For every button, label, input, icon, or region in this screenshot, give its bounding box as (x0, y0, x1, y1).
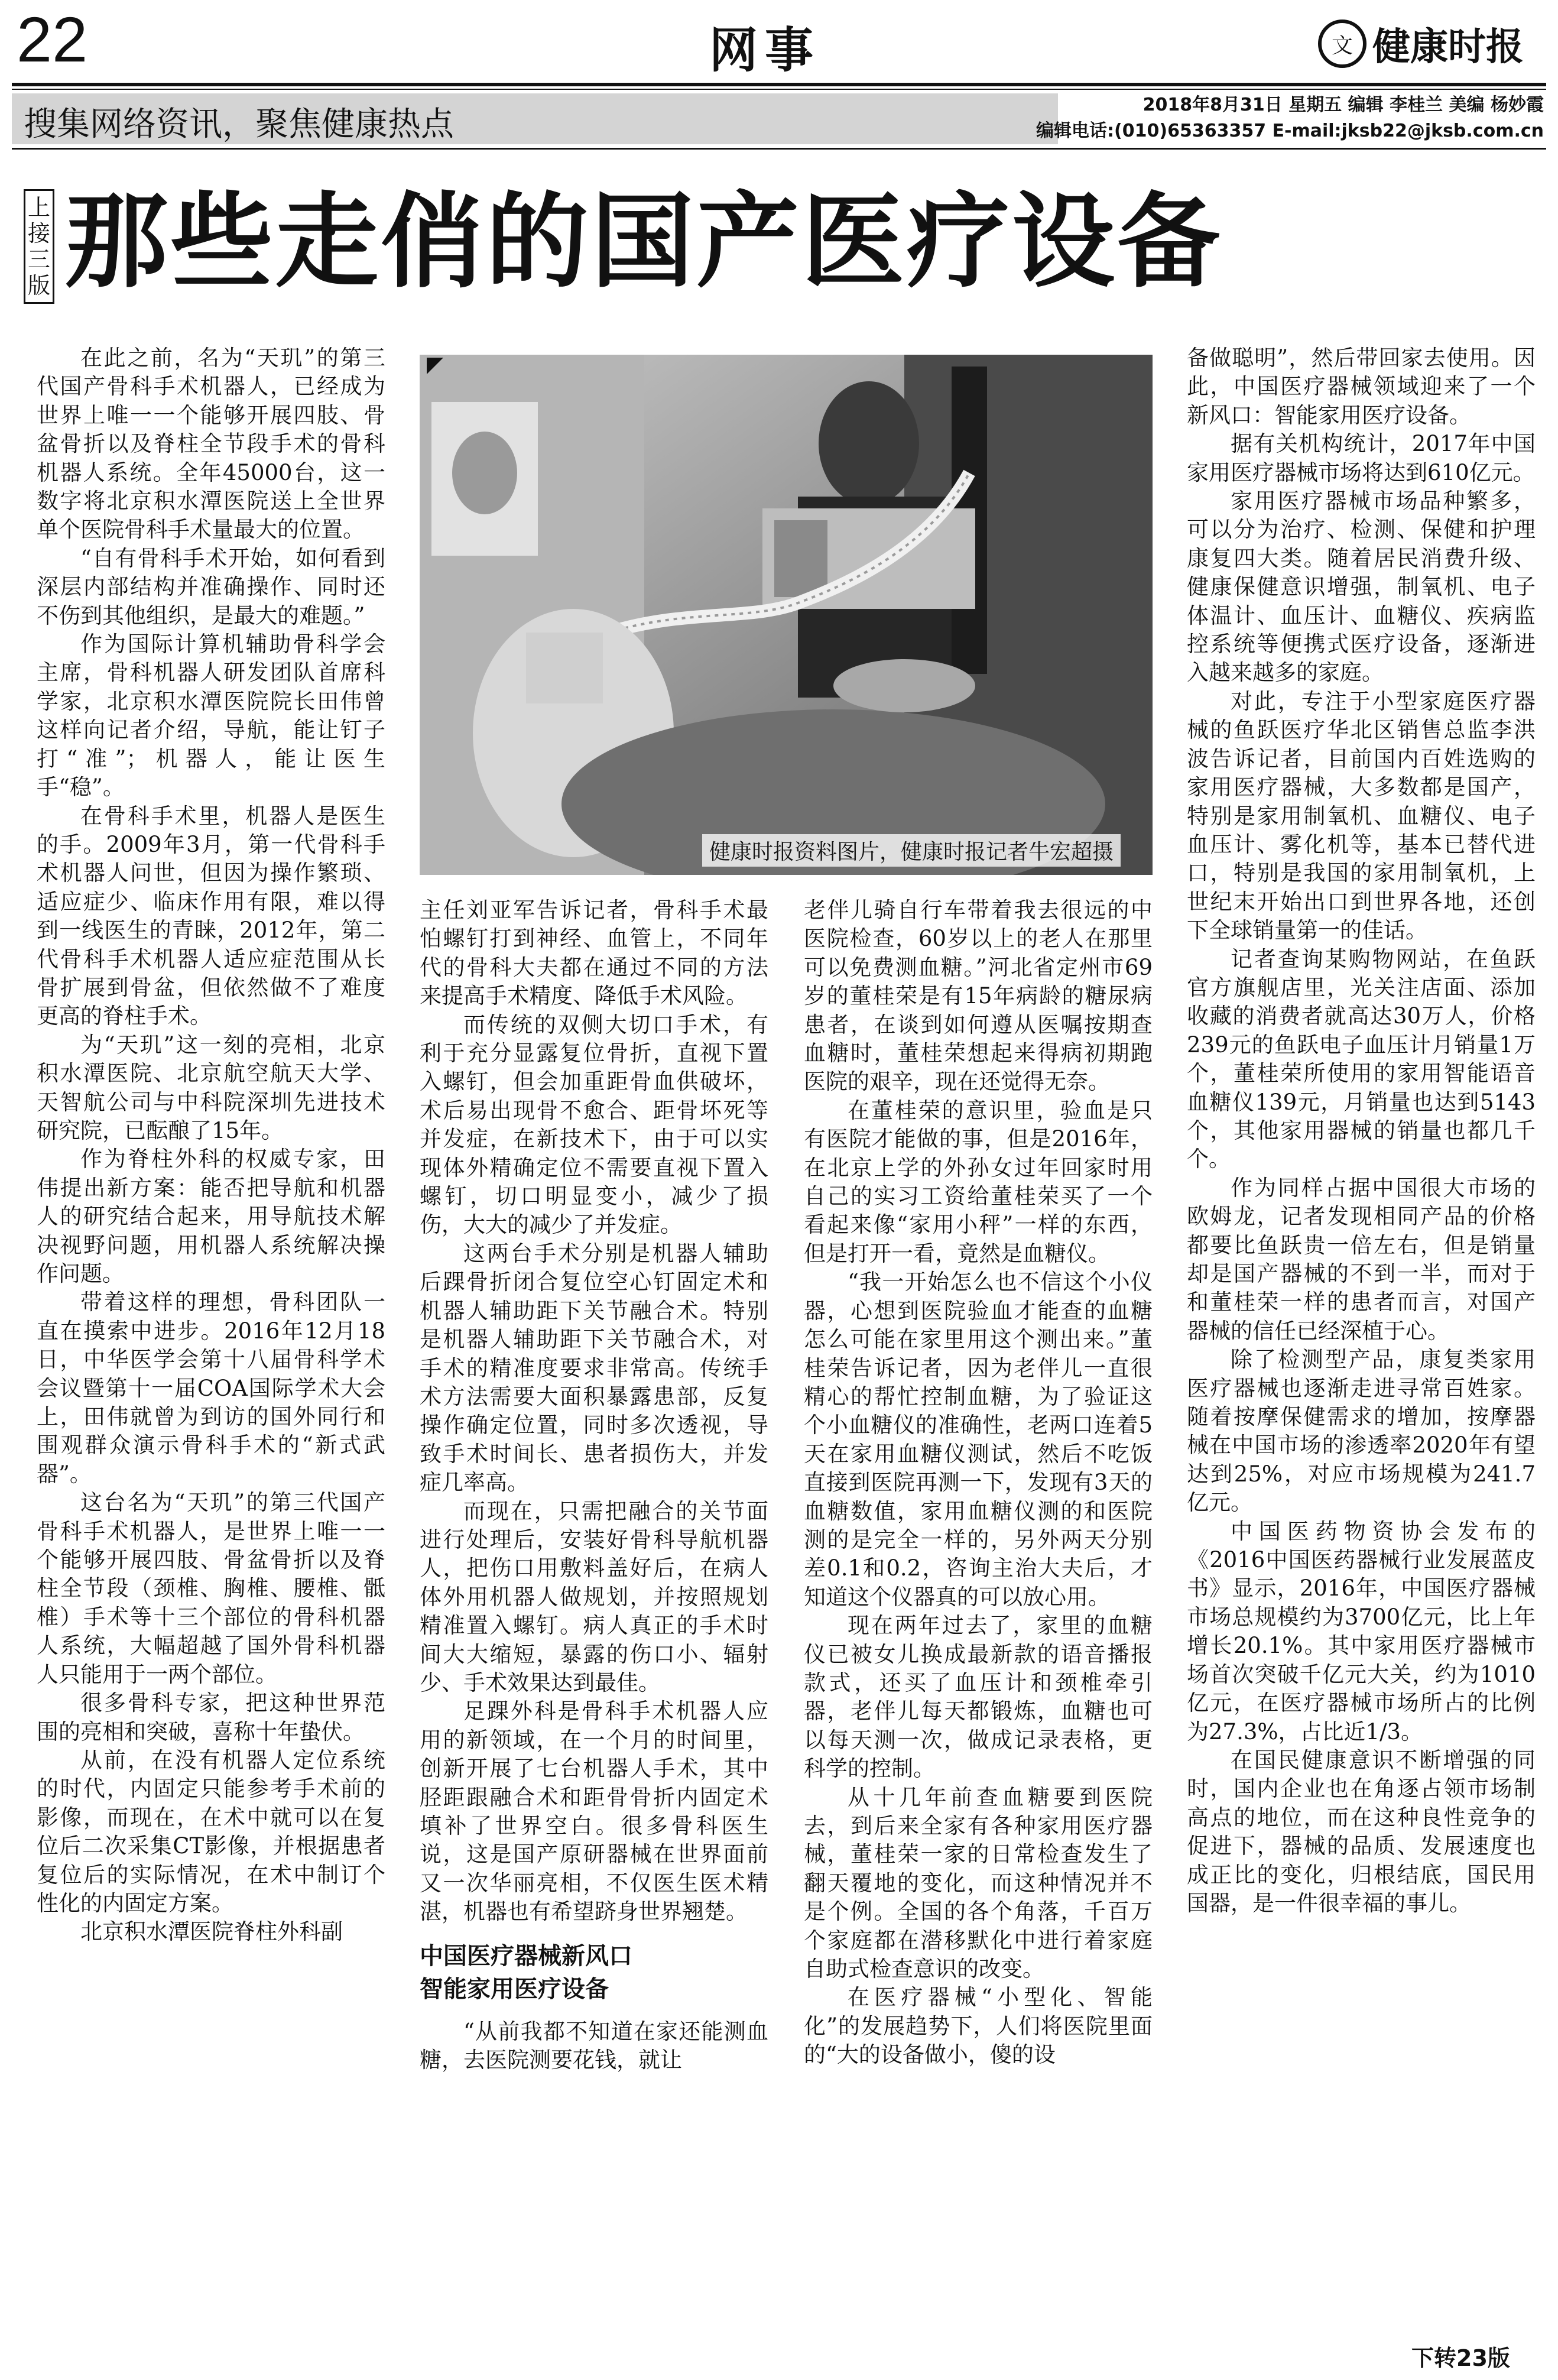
contact-line: 编辑电话:(010)65363357 E-mail:jksb22@jksb.com.cn (1036, 121, 1544, 141)
paragraph: 中国医药物资协会发布的《2016中国医药器械行业发展蓝皮书》显示，2016年，中国医疗器械市场总规模约为3700亿元，比上年增长20.1%。其中家用医疗器械市场首次突破千亿元大关，约为1010亿元，在医疗器械市场所占的比例为27.3%，占比近1/3。 (1187, 1518, 1536, 1745)
article-column-3 (804, 896, 1153, 2070)
article-photo (420, 355, 1153, 875)
jump-from-label: 上接三版 (24, 189, 54, 304)
paragraph: 在董桂荣的意识里，验血是只有医院才能做的事，但是2016年，在北京上学的外孙女过年回家时用自己的实习工资给董桂荣买了一个看起来像“家用小秤”一样的东西，但是打开一看，竟然是血糖仪。 (804, 1097, 1153, 1266)
page-number: 22 (17, 4, 88, 75)
paragraph: 北京积水潭医院脊柱外科副 (80, 1919, 343, 1945)
article-column-1 (37, 344, 385, 1947)
masthead-logo (1318, 17, 1524, 71)
paragraph: 而现在，只需把融合的关节面进行处理后，安装好骨科导航机器人，把伤口用敷料盖好后，在病人体外用机器人做规划，并按照规划精准置入螺钉。病人真正的手术时间大大缩短，暴露的伤口小、辐射少、手术效果达到最佳。 (420, 1498, 768, 1695)
paragraph: 带着这样的理想，骨科团队一直在摸索中进步。2016年12月18日，中华医学会第十八届骨科学术会议暨第十一届COA国际学术大会上，田伟就曾为到访的国外同行和围观群众演示骨科手术的“新式武器”。 (37, 1289, 385, 1487)
paragraph: 主任刘亚军告诉记者，骨科手术最怕螺钉打到神经、血管上，不同年代的骨科大夫都在通过不同的方法来提高手术精度、降低手术风险。 (420, 897, 768, 1009)
paragraph: 这两台手术分别是机器人辅助后踝骨折闭合复位空心钉固定术和机器人辅助距下关节融合术。特别是机器人辅助距下关节融合术，对手术的精准度要求非常高。传统手术方法需要大面积暴露患部，反复操作确定位置，同时多次透视，导致手术时间长、患者损伤大，并发症几率高。 (420, 1240, 768, 1496)
paragraph: “自有骨科手术开始，如何看到深层内部结构并准确操作、同时还不伤到其他组织，是最大的难题。” (37, 545, 385, 628)
paragraph: 据有关机构统计，2017年中国家用医疗器械市场将达到610亿元。 (1187, 431, 1536, 485)
paragraph: “从前我都不知道在家还能测血糖，去医院测要花钱，就让 (420, 2018, 768, 2073)
paragraph: 备做聪明”，然后带回家去使用。因此，中国医疗器械领域迎来了一个新风口：智能家用医疗设备。 (1187, 345, 1536, 428)
subheading (420, 1940, 768, 2006)
paragraph: 而传统的双侧大切口手术，有利于充分显露复位骨折，直视下置入螺钉，但会加重距骨血供破坏，术后易出现骨不愈合、距骨坏死等并发症，在新技术下，由于可以实现体外精确定位不需要直视下置入螺钉，切口明显变小，减少了损伤，大大的减少了并发症。 (420, 1011, 768, 1238)
paragraph: 在此之前，名为“天玑”的第三代国产骨科手术机器人，已经成为世界上唯一一个能够开展四肢、骨盆骨折以及脊柱全节段手术的骨科机器人系统。全年45000台，这一数字将北京积水潭医院送上全世界单个医院骨科手术量最大的位置。 (37, 345, 385, 543)
paragraph: 作为国际计算机辅助骨科学会主席，骨科机器人研发团队首席科学家，北京积水潭医院院长田伟曾这样向记者介绍，导航，能让钉子打“准”；机器人，能让医生手“稳”。 (37, 631, 385, 800)
tagline: 搜集网络资讯，聚焦健康热点 (24, 105, 454, 144)
photo-corner-mark (427, 358, 443, 374)
paragraph: 除了检测型产品，康复类家用医疗器械也逐渐走进寻常百姓家。随着按摩保健需求的增加，按摩器械在中国市场的渗透率2020年有望达到25%，对应市场规模为241.7亿元。 (1187, 1347, 1536, 1516)
subheading-line-1: 中国医疗器械新风口 (420, 1942, 632, 1970)
paragraph: 对此，专注于小型家庭医疗器械的鱼跃医疗华北区销售总监李洪波告诉记者，目前国内百姓选购的家用医疗器械，大多数都是国产，特别是家用制氧机、血糖仪、电子血压计、雾化机等，基本已替代进口，特别是我国的家用制氧机，上世纪末开始出口到世界各地，还创下全球销量第一的佳话。 (1187, 688, 1536, 943)
paragraph: 足踝外科是骨科手术机器人应用的新领域，在一个月的时间里，创新开展了七台机器人手术，其中胫距跟融合术和距骨骨折内固定术填补了世界空白。很多骨科医生说，这是国产原研器械在世界面前又一次华丽亮相，不仅医生医术精湛，机器也有希望跻身世界翘楚。 (420, 1698, 768, 1925)
paragraph: 记者查询某购物网站，在鱼跃官方旗舰店里，光关注店面、添加收藏的消费者就高达30万人，价格239元的鱼跃电子血压计月销量1万个，董桂荣所使用的家用智能语音血糖仪139元，月销量也达到5143个，其他家用器械的销量也都几千个。 (1187, 946, 1536, 1172)
logo-text: 健康时报 (1372, 25, 1524, 69)
paragraph: “我一开始怎么也不信这个小仪器，心想到医院验血才能查的血糖怎么可能在家里用这个测出来。”董桂荣告诉记者，因为老伴儿一直很精心的帮忙控制血糖，为了验证这个小血糖仪的准确性，老两口连着5天在家用血糖仪测试，然后不吃饭直接到医院再测一下，发现有3天的血糖数值，家用血糖仪测的和医院测的是完全一样的，另外两天分别差0.1和0.2，咨询主治大夫后，才知道这个仪器真的可以放心用。 (804, 1269, 1153, 1610)
paragraph: 老伴儿骑自行车带着我去很远的中医院检查，60岁以上的老人在那里可以免费测血糖。”河北省定州市69岁的董桂荣是有15年病龄的糖尿病患者，在谈到如何遵从医嘱按期查血糖时，董桂荣想起来得病初期跑医院的艰辛，现在还觉得无奈。 (804, 897, 1153, 1095)
paragraph: 从前，在没有机器人定位系统的时代，内固定只能参考手术前的影像，而现在，在术中就可以在复位后二次采集CT影像，并根据患者复位后的实际情况，在术中制订个性化的内固定方案。 (37, 1747, 385, 1916)
subheading-line-2: 智能家用医疗设备 (420, 1975, 609, 2003)
paragraph: 家用医疗器械市场品种繁多，可以分为治疗、检测、保健和护理康复四大类。随着居民消费升级、健康保健意识增强，制氧机、电子体温计、血压计、血糖仪、疾病监控系统等便携式医疗设备，逐渐进入越来越多的家庭。 (1187, 488, 1536, 686)
paragraph: 在国民健康意识不断增强的同时，国内企业也在角逐占领市场制高点的地位，而在这种良性竞争的促进下，器械的品质、发展速度也成正比的变化，归根结底，国民用国器，是一件很幸福的事儿。 (1187, 1747, 1536, 1916)
headline: 那些走俏的国产医疗设备 (65, 182, 1223, 302)
header-rule (12, 83, 1546, 86)
header-bottom-rule (12, 148, 1546, 150)
jump-to-label: 下转23版 (1411, 2345, 1510, 2371)
page-header (0, 0, 1558, 148)
article-column-2 (420, 896, 768, 2074)
medical-device-photo (420, 355, 1153, 875)
date-editor-line: 2018年8月31日 星期五 编辑 李桂兰 美编 杨妙霞 (1142, 95, 1544, 115)
paragraph: 从十几年前查血糖要到医院去，到后来全家有各种家用医疗器械，董桂荣一家的日常检查发生了翻天覆地的变化，而这种情况并不是个例。全国的各个角落，千百万个家庭都在潜移默化中进行着家庭自助式检查意识的改变。 (804, 1784, 1153, 1982)
paragraph: 在医疗器械“小型化、智能化”的发展趋势下，人们将医院里面的“大的设备做小，傻的设 (804, 1985, 1153, 2068)
paragraph: 作为同样占据中国很大市场的欧姆龙，记者发现相同产品的价格都要比鱼跃贵一倍左右，但是销量却是国产器械的不到一半，而对于和董桂荣一样的患者而言，对国产器械的信任已经深植于心。 (1187, 1175, 1536, 1344)
logo-icon: 文 (1318, 20, 1367, 68)
paragraph: 作为脊柱外科的权威专家，田伟提出新方案：能否把导航和机器人的研究结合起来，用导航技术解决视野问题，用机器人系统解决操作问题。 (37, 1146, 385, 1286)
paragraph: 很多骨科专家，把这种世界范围的亮相和突破，喜称十年蛰伏。 (37, 1690, 385, 1745)
paragraph: 现在两年过去了，家里的血糖仪已被女儿换成最新款的语音播报款式，还买了血压计和颈椎牵引器，老伴儿每天都锻炼，血糖也可以每天测一次，做成记录表格，更科学的控制。 (804, 1613, 1153, 1782)
paragraph: 这台名为“天玑”的第三代国产骨科手术机器人，是世界上唯一一个能够开展四肢、骨盆骨折以及脊柱全节段（颈椎、胸椎、腰椎、骶椎）手术等十三个部位的骨科机器人系统，大幅超越了国外骨科机器人只能用于一两个部位。 (37, 1490, 385, 1687)
section-title: 网事 (709, 22, 821, 79)
paragraph: 为“天玑”这一刻的亮相，北京积水潭医院、北京航空航天大学、天智航公司与中科院深圳先进技术研究院，已酝酿了15年。 (37, 1032, 385, 1143)
photo-caption: 健康时报资料图片，健康时报记者牛宏超摄 (702, 834, 1121, 867)
paragraph: 在骨科手术里，机器人是医生的手。2009年3月，第一代骨科手术机器人问世，但因为操作繁琐、适应症少、临床作用有限，难以得到一线医生的青睐，2012年，第二代骨科手术机器人适应症范围从长骨扩展到骨盆，但依然做不了难度更高的脊柱手术。 (37, 803, 385, 1029)
article-column-4 (1187, 344, 1536, 1918)
